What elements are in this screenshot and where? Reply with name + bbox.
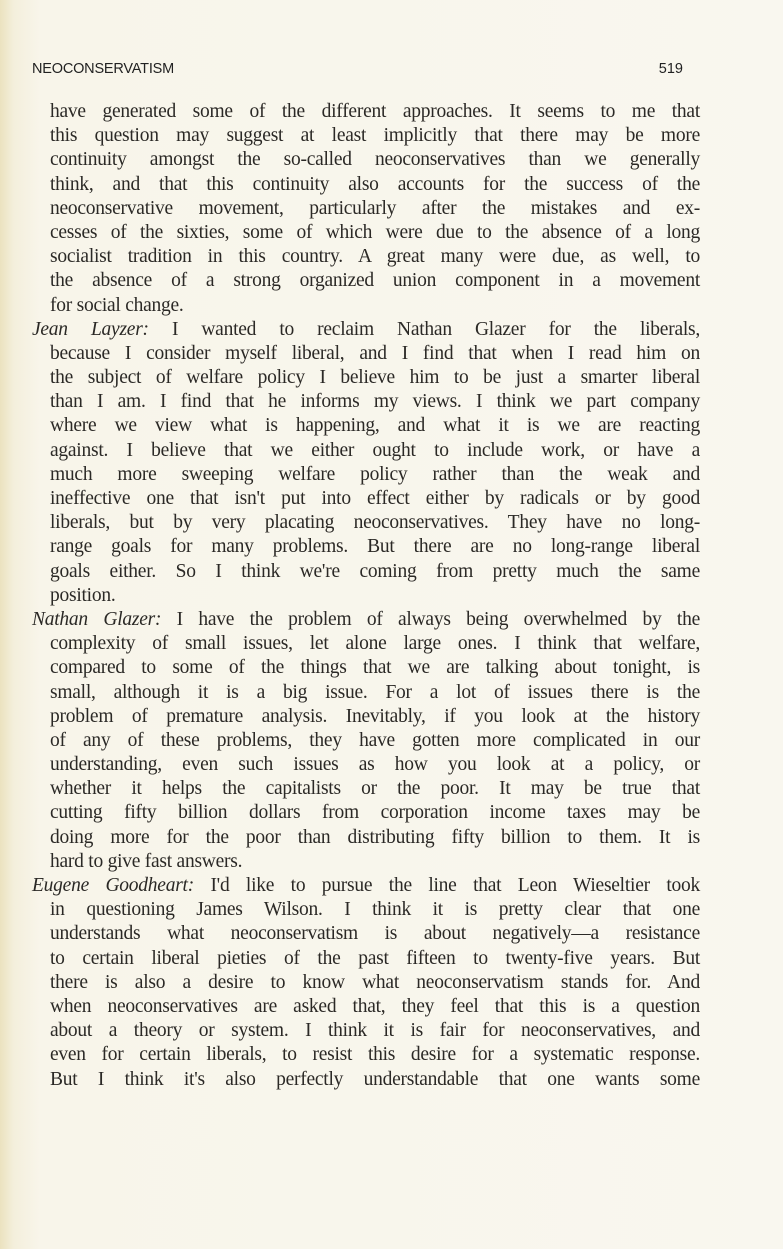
text-line: doing more for the poor than distributing fifty billion to them. It is bbox=[50, 826, 700, 848]
text-line: socialist tradition in this country. A great many were due, as well, to bbox=[50, 246, 700, 268]
speaker-name: Jean Layzer: bbox=[32, 318, 149, 340]
line-text: I have the problem of always being overwhelmed by the bbox=[161, 608, 700, 630]
text-line bbox=[32, 318, 700, 342]
text-line: small, although it is a big issue. For a lot of issues there is the bbox=[50, 681, 700, 703]
page-body bbox=[32, 100, 700, 1092]
text-line: this question may suggest at least implicitly that there may be more bbox=[50, 125, 700, 147]
text-line bbox=[32, 608, 700, 632]
speaker-name: Eugene Goodheart: bbox=[32, 875, 194, 896]
text-line: ineffective one that isn't put into effect either by radicals or by good bbox=[50, 488, 700, 509]
text-line: much more sweeping welfare policy rather than the weak and bbox=[50, 463, 700, 485]
text-line: when neoconservatives are asked that, they feel that this is a question bbox=[50, 995, 700, 1017]
text-line: whether it helps the capitalists or the poor. It may be true that bbox=[50, 778, 700, 800]
text-line: in questioning James Wilson. I think it is pretty clear that one bbox=[50, 899, 700, 921]
text-line: about a theory or system. I think it is fair for neoconservatives, and bbox=[50, 1020, 700, 1042]
text-line: than I am. I find that he informs my views. I think we part company bbox=[50, 391, 700, 413]
text-line: understands what neoconservatism is about negatively—a resistance bbox=[50, 923, 700, 945]
text-line: complexity of small issues, let alone large ones. I think that welfare, bbox=[50, 633, 700, 655]
text-line: there is also a desire to know what neoconservatism stands for. And bbox=[50, 971, 700, 993]
text-line: the absence of a strong organized union component in a movement bbox=[50, 270, 700, 292]
text-line: hard to give fast answers. bbox=[50, 850, 243, 872]
text-line: cesses of the sixties, some of which were due to the absence of a long bbox=[50, 221, 700, 243]
text-line: compared to some of the things that we are talking about tonight, is bbox=[50, 657, 700, 679]
text-line: position. bbox=[50, 584, 116, 606]
text-line bbox=[32, 874, 700, 898]
speaker-paragraph bbox=[32, 318, 700, 608]
speaker-paragraph bbox=[32, 874, 700, 1092]
text-line: have generated some of the different approaches. It seems to me that bbox=[50, 101, 700, 122]
text-line: even for certain liberals, to resist this desire for a systematic response. bbox=[50, 1044, 700, 1066]
line-text: I wanted to reclaim Nathan Glazer for the liberals, bbox=[148, 318, 700, 340]
text-line: problem of premature analysis. Inevitably, if you look at the history bbox=[50, 705, 700, 727]
speaker-paragraph bbox=[32, 608, 700, 874]
text-line: range goals for many problems. But there are no long-range liberal bbox=[50, 536, 700, 558]
text-line: liberals, but by very placating neoconservatives. They have no long- bbox=[50, 512, 700, 534]
text-line: But I think it's also perfectly understandable that one wants some bbox=[50, 1068, 700, 1090]
text-line: because I consider myself liberal, and I find that when I read him on bbox=[50, 342, 700, 364]
speaker-name: Nathan Glazer: bbox=[32, 608, 162, 630]
text-line: cutting fifty billion dollars from corporation income taxes may be bbox=[50, 802, 700, 824]
text-line: think, and that this continuity also accounts for the success of the bbox=[50, 173, 700, 195]
line-text: I'd like to pursue the line that Leon Wieseltier took bbox=[193, 875, 700, 896]
text-line: to certain liberal pieties of the past fifteen to twenty-five years. But bbox=[50, 947, 700, 969]
page-number: 519 bbox=[658, 61, 683, 77]
text-line: of any of these problems, they have gotten more complicated in our bbox=[50, 729, 700, 751]
text-line: goals either. So I think we're coming from pretty much the same bbox=[50, 560, 700, 582]
running-title: NEOCONSERVATISM bbox=[32, 61, 175, 77]
text-line: for social change. bbox=[50, 294, 184, 316]
paragraph bbox=[32, 100, 700, 318]
text-line: neoconservative movement, particularly after the mistakes and ex- bbox=[50, 197, 700, 219]
text-line: where we view what is happening, and what it is we are reacting bbox=[50, 415, 700, 437]
text-line: understanding, even such issues as how you look at a policy, or bbox=[50, 754, 700, 776]
text-line: against. I believe that we either ought to include work, or have a bbox=[50, 439, 700, 461]
text-line: continuity amongst the so-called neoconservatives than we generally bbox=[50, 149, 700, 171]
text-line: the subject of welfare policy I believe him to be just a smarter liberal bbox=[50, 367, 700, 389]
running-header bbox=[32, 61, 683, 81]
